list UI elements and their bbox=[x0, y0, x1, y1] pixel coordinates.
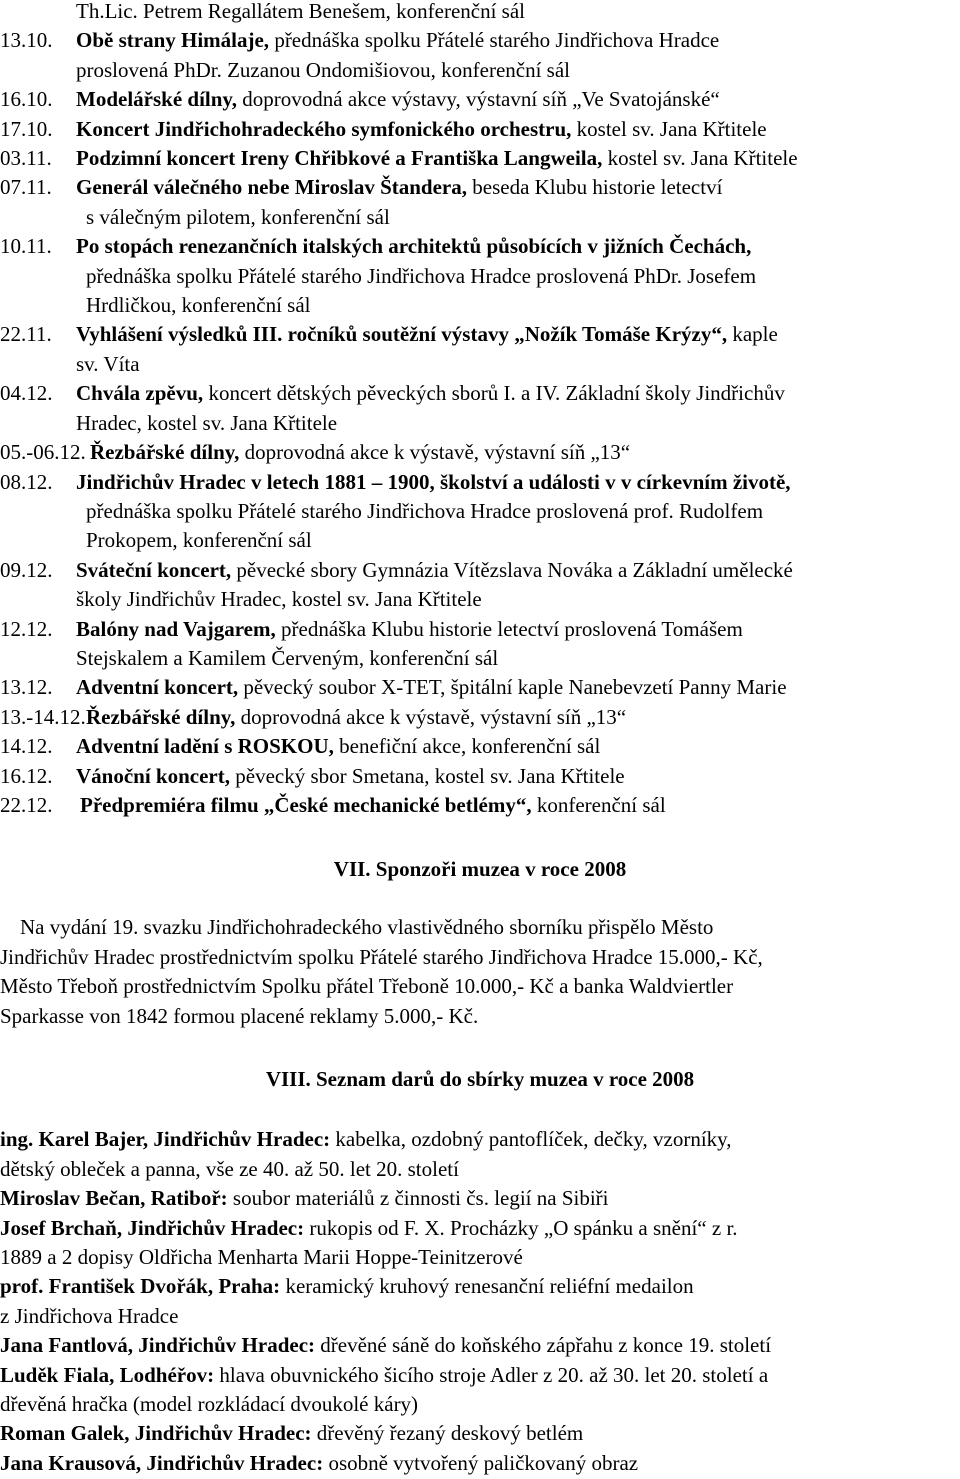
event-detail: Th.Lic. Petrem Regallátem Benešem, konferenční sál bbox=[76, 0, 526, 23]
event-title: Balóny nad Vajgarem, bbox=[76, 616, 276, 641]
event-title: Koncert Jindřichohradeckého symfonického orchestru, bbox=[76, 116, 572, 141]
event-item bbox=[0, 232, 960, 320]
event-title: Adventní koncert, bbox=[76, 675, 239, 700]
donation-continuation: dětský obleček a panna, vše ze 40. až 50. let 20. století bbox=[0, 1156, 459, 1181]
event-continuation: sv. Víta bbox=[76, 351, 140, 376]
event-line bbox=[76, 791, 960, 820]
event-detail: doprovodná akce k výstavě, výstavní síň „13“ bbox=[235, 704, 627, 729]
event-date: 13.10. bbox=[0, 28, 53, 53]
event-continuation: proslovená PhDr. Zuzanou Ondomišiovou, konferenční sál bbox=[76, 57, 570, 82]
donation-item bbox=[0, 1184, 960, 1213]
event-item bbox=[0, 144, 960, 173]
event-title: Podzimní koncert Ireny Chřibkové a Františka Langweila, bbox=[76, 146, 603, 171]
event-item bbox=[0, 615, 960, 674]
event-line bbox=[76, 115, 960, 144]
event-line bbox=[76, 615, 960, 644]
donation-description: osobně vytvořený paličkovaný obraz bbox=[323, 1450, 639, 1475]
donor-name: Luděk Fiala, Lodhéřov: bbox=[0, 1362, 215, 1387]
paragraph-line: Město Třeboň prostřednictvím Spolku přátel Třeboně 10.000,- Kč a banka Waldviertler bbox=[0, 974, 734, 999]
event-title: Vyhlášení výsledků III. ročníků soutěžní výstavy „Nožík Tomáše Krýzy“, bbox=[76, 322, 728, 347]
event-title: Sváteční koncert, bbox=[76, 557, 232, 582]
paragraph-line: Na vydání 19. svazku Jindřichohradeckého vlastivědného sborníku přispělo Město bbox=[20, 915, 714, 940]
donation-description: kabelka, ozdobný pantoflíček, dečky, vzorníky, bbox=[330, 1127, 732, 1152]
donation-line bbox=[0, 1272, 960, 1301]
section-heading: VIII. Seznam darů do sbírky muzea v roce 2008 bbox=[265, 1067, 695, 1091]
event-item bbox=[0, 791, 960, 820]
event-title: Vánoční koncert, bbox=[76, 763, 230, 788]
event-continuation: Stejskalem a Kamilem Červeným, konferenční sál bbox=[76, 645, 499, 670]
event-date: 16.10. bbox=[0, 87, 53, 112]
event-date: 13.-14.12. bbox=[0, 704, 86, 729]
event-date: 12.12. bbox=[0, 616, 53, 641]
event-detail: konferenční sál bbox=[531, 792, 666, 817]
event-title: Řezbářské dílny, bbox=[86, 704, 236, 729]
donation-continuation: z Jindřichova Hradce bbox=[0, 1303, 179, 1328]
sponsors-section bbox=[0, 855, 960, 1031]
event-continuation: školy Jindřichův Hradec, kostel sv. Jana Křtitele bbox=[76, 587, 482, 612]
donation-description: soubor materiálů z činnosti čs. legií na Sibiři bbox=[227, 1186, 609, 1211]
event-title: Řezbářské dílny, bbox=[90, 440, 240, 465]
event-item bbox=[0, 85, 960, 114]
donation-line bbox=[0, 1419, 960, 1448]
event-detail: přednáška spolku Přátelé starého Jindřichova Hradce bbox=[269, 28, 720, 53]
event-continuation: Hradec, kostel sv. Jana Křtitele bbox=[76, 410, 338, 435]
donations-section bbox=[0, 1065, 960, 1478]
event-line bbox=[76, 438, 960, 467]
event-continuation: s válečným pilotem, konferenční sál bbox=[86, 204, 390, 229]
donation-item bbox=[0, 1361, 960, 1420]
event-title: Jindřichův Hradec v letech 1881 – 1900, školství a události v v církevním životě, bbox=[76, 469, 791, 494]
donor-name: ing. Karel Bajer, Jindřichův Hradec: bbox=[0, 1127, 331, 1152]
event-date: 13.12. bbox=[0, 675, 53, 700]
event-line bbox=[76, 173, 960, 202]
event-detail: beseda Klubu historie letectví bbox=[467, 175, 723, 200]
event-line bbox=[76, 673, 960, 702]
donation-line bbox=[0, 1331, 960, 1360]
event-continuation: přednáška spolku Přátelé starého Jindřichova Hradce proslovená PhDr. Josefem bbox=[86, 263, 757, 288]
event-line bbox=[76, 556, 960, 585]
event-date: 17.10. bbox=[0, 116, 53, 141]
event-item bbox=[0, 703, 960, 732]
event-detail: kostel sv. Jana Křtitele bbox=[571, 116, 767, 141]
donation-line bbox=[0, 1184, 960, 1213]
event-title: Modelářské dílny, bbox=[76, 87, 238, 112]
donor-name: Roman Galek, Jindřichův Hradec: bbox=[0, 1421, 312, 1446]
event-date: 09.12. bbox=[0, 557, 53, 582]
event-title: Generál válečného nebe Miroslav Štandera, bbox=[76, 175, 467, 200]
section-heading: VII. Sponzoři muzea v roce 2008 bbox=[333, 857, 627, 881]
event-detail: přednáška Klubu historie letectví proslovená Tomášem bbox=[275, 616, 743, 641]
event-title: Předpremiéra filmu „České mechanické betlémy“, bbox=[80, 792, 532, 817]
event-date: 14.12. bbox=[0, 734, 53, 759]
donor-name: Miroslav Bečan, Ratiboř: bbox=[0, 1186, 228, 1211]
donor-name: Josef Brchaň, Jindřichův Hradec: bbox=[0, 1215, 305, 1240]
event-line bbox=[76, 762, 960, 791]
event-detail: doprovodná akce výstavy, výstavní síň „Ve Svatojánské“ bbox=[237, 87, 720, 112]
event-date: 22.11. bbox=[0, 322, 52, 347]
event-line bbox=[76, 85, 960, 114]
event-line bbox=[76, 468, 960, 497]
event-line bbox=[76, 703, 960, 732]
event-detail: doprovodná akce k výstavě, výstavní síň „13“ bbox=[239, 440, 631, 465]
donor-name: prof. František Dvořák, Praha: bbox=[0, 1274, 281, 1299]
event-item bbox=[0, 115, 960, 144]
paragraph-line: Sparkasse von 1842 formou placené reklamy 5.000,- Kč. bbox=[0, 1003, 479, 1028]
event-date: 10.11. bbox=[0, 234, 52, 259]
donation-item bbox=[0, 1419, 960, 1448]
donation-line bbox=[0, 1361, 960, 1390]
event-item bbox=[0, 438, 960, 467]
event-item bbox=[0, 320, 960, 379]
event-detail: kostel sv. Jana Křtitele bbox=[602, 146, 798, 171]
event-date: 08.12. bbox=[0, 469, 53, 494]
event-detail: pěvecké sbory Gymnázia Vítězslava Nováka a Základní umělecké bbox=[231, 557, 793, 582]
event-line bbox=[76, 732, 960, 761]
event-line bbox=[76, 320, 960, 349]
donations-list bbox=[0, 1125, 960, 1478]
event-item bbox=[0, 556, 960, 615]
event-title: Po stopách renezančních italských architektů působících v jižních Čechách, bbox=[76, 234, 752, 259]
event-date: 03.11. bbox=[0, 146, 52, 171]
donation-item bbox=[0, 1214, 960, 1273]
event-date: 16.12. bbox=[0, 763, 53, 788]
donation-description: rukopis od F. X. Procházky „O spánku a snění“ z r. bbox=[304, 1215, 738, 1240]
donation-description: dřevěný řezaný deskový betlém bbox=[311, 1421, 584, 1446]
donation-continuation: 1889 a 2 dopisy Oldřicha Menharta Marii Hoppe-Teinitzerové bbox=[0, 1245, 523, 1270]
event-item bbox=[0, 0, 960, 26]
donation-continuation: dřevěná hračka (model rozkládací dvoukolé káry) bbox=[0, 1392, 419, 1417]
paragraph-line: Jindřichův Hradec prostřednictvím spolku Přátelé starého Jindřichova Hradce 15.000,- Kč, bbox=[0, 944, 763, 969]
event-line bbox=[76, 0, 960, 26]
event-item bbox=[0, 468, 960, 556]
event-item bbox=[0, 732, 960, 761]
donation-description: dřevěné sáně do koňského zápřahu z konce 19. století bbox=[315, 1333, 772, 1358]
donation-item bbox=[0, 1272, 960, 1331]
donation-description: keramický kruhový renesanční reliéfní medailon bbox=[280, 1274, 694, 1299]
donation-description: hlava obuvnického šicího stroje Adler z 20. až 30. let 20. století a bbox=[214, 1362, 769, 1387]
event-title: Chvála zpěvu, bbox=[76, 381, 204, 406]
event-line bbox=[76, 379, 960, 408]
event-detail: benefiční akce, konferenční sál bbox=[333, 734, 601, 759]
event-item bbox=[0, 762, 960, 791]
event-line bbox=[76, 144, 960, 173]
event-detail: pěvecký sbor Smetana, kostel sv. Jana Křtitele bbox=[230, 763, 625, 788]
event-continuation: Prokopem, konferenční sál bbox=[86, 528, 312, 553]
event-continuation: přednáška spolku Přátelé starého Jindřichova Hradce proslovená prof. Rudolfem bbox=[86, 498, 764, 523]
event-item bbox=[0, 673, 960, 702]
event-line bbox=[76, 26, 960, 55]
event-line bbox=[76, 232, 960, 261]
event-item bbox=[0, 379, 960, 438]
donor-name: Jana Krausová, Jindřichův Hradec: bbox=[0, 1450, 324, 1475]
event-date: 07.11. bbox=[0, 175, 52, 200]
event-date: 22.12. bbox=[0, 792, 53, 817]
event-title: Obě strany Himálaje, bbox=[76, 28, 270, 53]
event-detail: kaple bbox=[727, 322, 778, 347]
donation-line bbox=[0, 1214, 960, 1243]
donation-item bbox=[0, 1125, 960, 1184]
donation-item bbox=[0, 1331, 960, 1360]
event-title: Adventní ladění s ROSKOU, bbox=[76, 734, 334, 759]
donor-name: Jana Fantlová, Jindřichův Hradec: bbox=[0, 1333, 316, 1358]
event-detail: koncert dětských pěveckých sborů I. a IV. Základní školy Jindřichův bbox=[203, 381, 785, 406]
event-detail: pěvecký soubor X-TET, špitální kaple Nanebevzetí Panny Marie bbox=[238, 675, 787, 700]
donation-line bbox=[0, 1449, 960, 1478]
event-item bbox=[0, 173, 960, 232]
sponsors-paragraph bbox=[0, 913, 960, 1031]
event-continuation: Hrdličkou, konferenční sál bbox=[86, 293, 311, 318]
event-date: 04.12. bbox=[0, 381, 53, 406]
donation-item bbox=[0, 1449, 960, 1478]
donation-line bbox=[0, 1125, 960, 1154]
event-item bbox=[0, 26, 960, 85]
event-date: 05.-06.12. bbox=[0, 440, 86, 465]
